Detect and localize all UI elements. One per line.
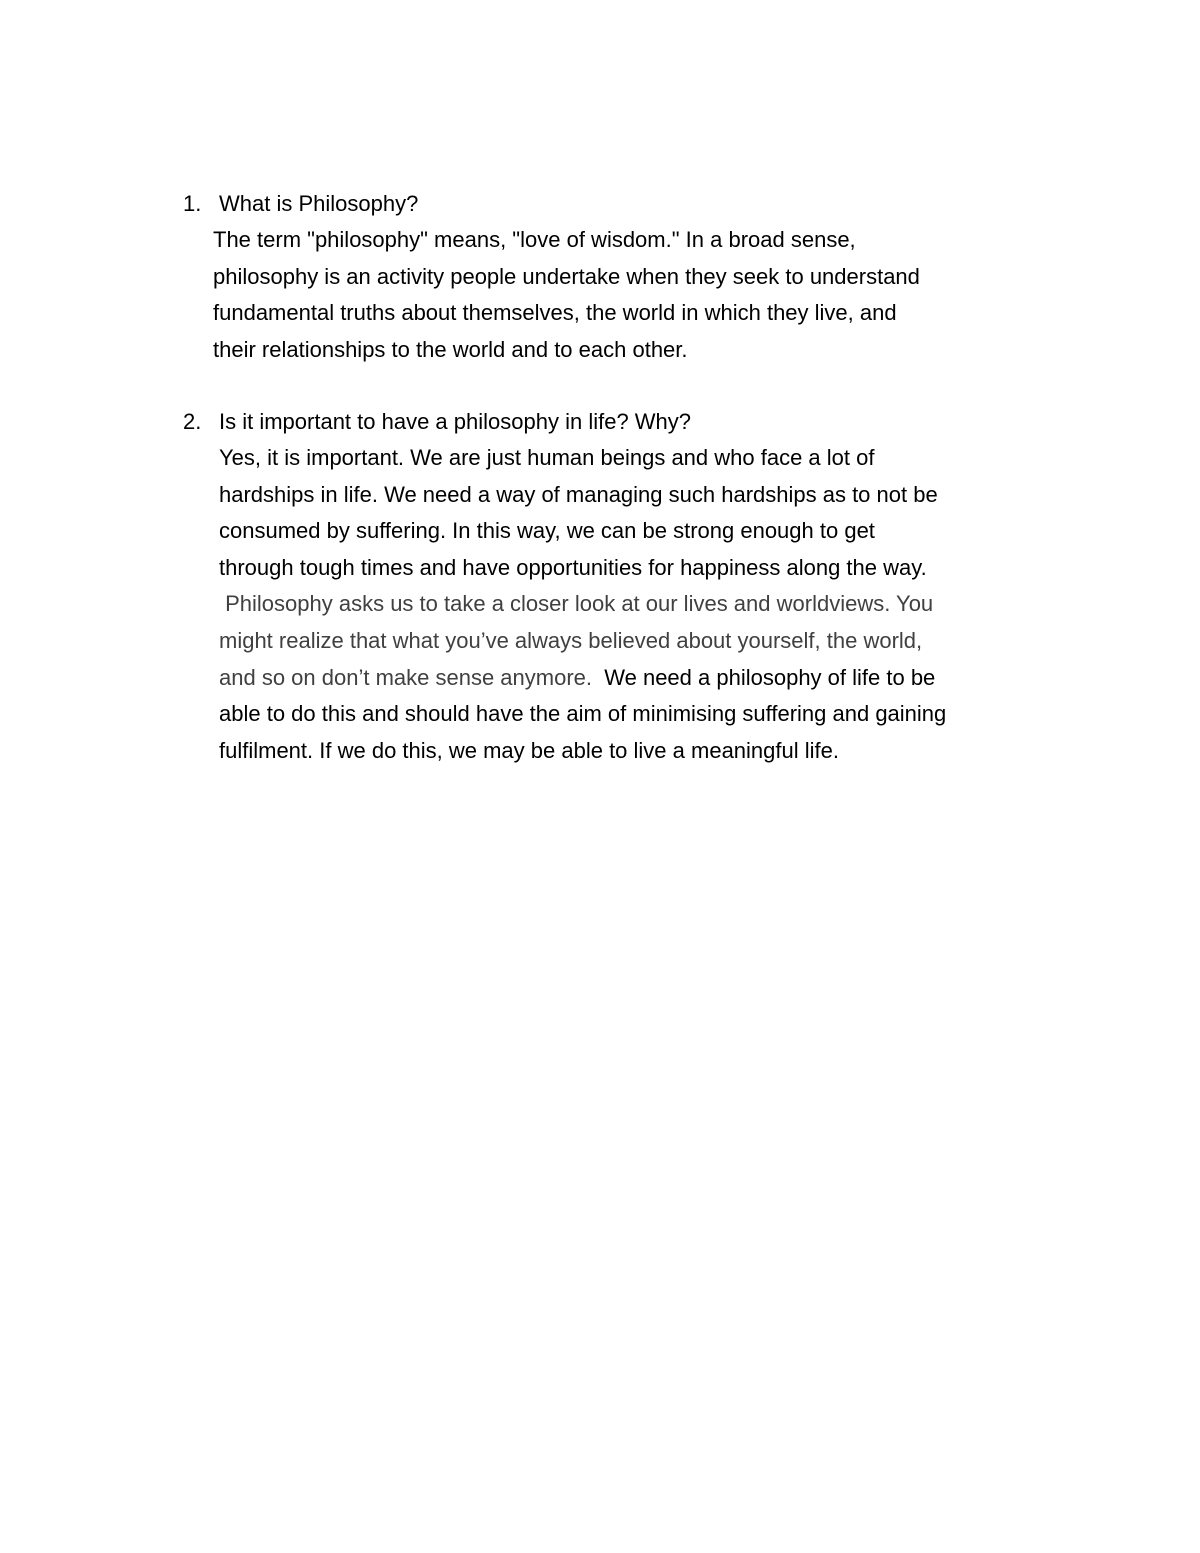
question-text: What is Philosophy? bbox=[219, 191, 419, 216]
answer-line: consumed by suffering. In this way, we can be strong enough to get bbox=[219, 518, 875, 544]
question-number: 1. bbox=[183, 191, 202, 216]
answer-line: philosophy is an activity people undertake when they seek to understand bbox=[213, 263, 920, 289]
question-number: 2. bbox=[183, 409, 202, 434]
answer-line-segment: We need a philosophy of life to be bbox=[604, 664, 936, 690]
answer-paragraph bbox=[213, 222, 1073, 368]
answer-line: fundamental truths about themselves, the world in which they live, and bbox=[213, 300, 897, 326]
answer-line: through tough times and have opportunities for happiness along the way. bbox=[219, 554, 927, 580]
answer-line: hardships in life. We need a way of managing such hardships as to not be bbox=[219, 481, 938, 507]
answer-line: The term "philosophy" means, "love of wisdom." In a broad sense, bbox=[213, 227, 856, 252]
answer-paragraph bbox=[219, 440, 1079, 769]
answer-line: might realize that what you’ve always believed about yourself, the world, bbox=[219, 627, 923, 653]
answer-line-segment: and so on don’t make sense anymore. bbox=[219, 664, 593, 690]
answer-line: Yes, it is important. We are just human beings and who face a lot of bbox=[219, 445, 875, 470]
answer-line: their relationships to the world and to each other. bbox=[213, 336, 688, 362]
answer-line-mixed bbox=[219, 660, 1079, 697]
question-text: Is it important to have a philosophy in life? Why? bbox=[219, 409, 692, 434]
answer-line: fulfilment. If we do this, we may be able to live a meaningful life. bbox=[219, 737, 839, 763]
answer-line: able to do this and should have the aim of minimising suffering and gaining bbox=[219, 701, 947, 727]
answer-line: Philosophy asks us to take a closer look at our lives and worldviews. You bbox=[219, 591, 934, 617]
